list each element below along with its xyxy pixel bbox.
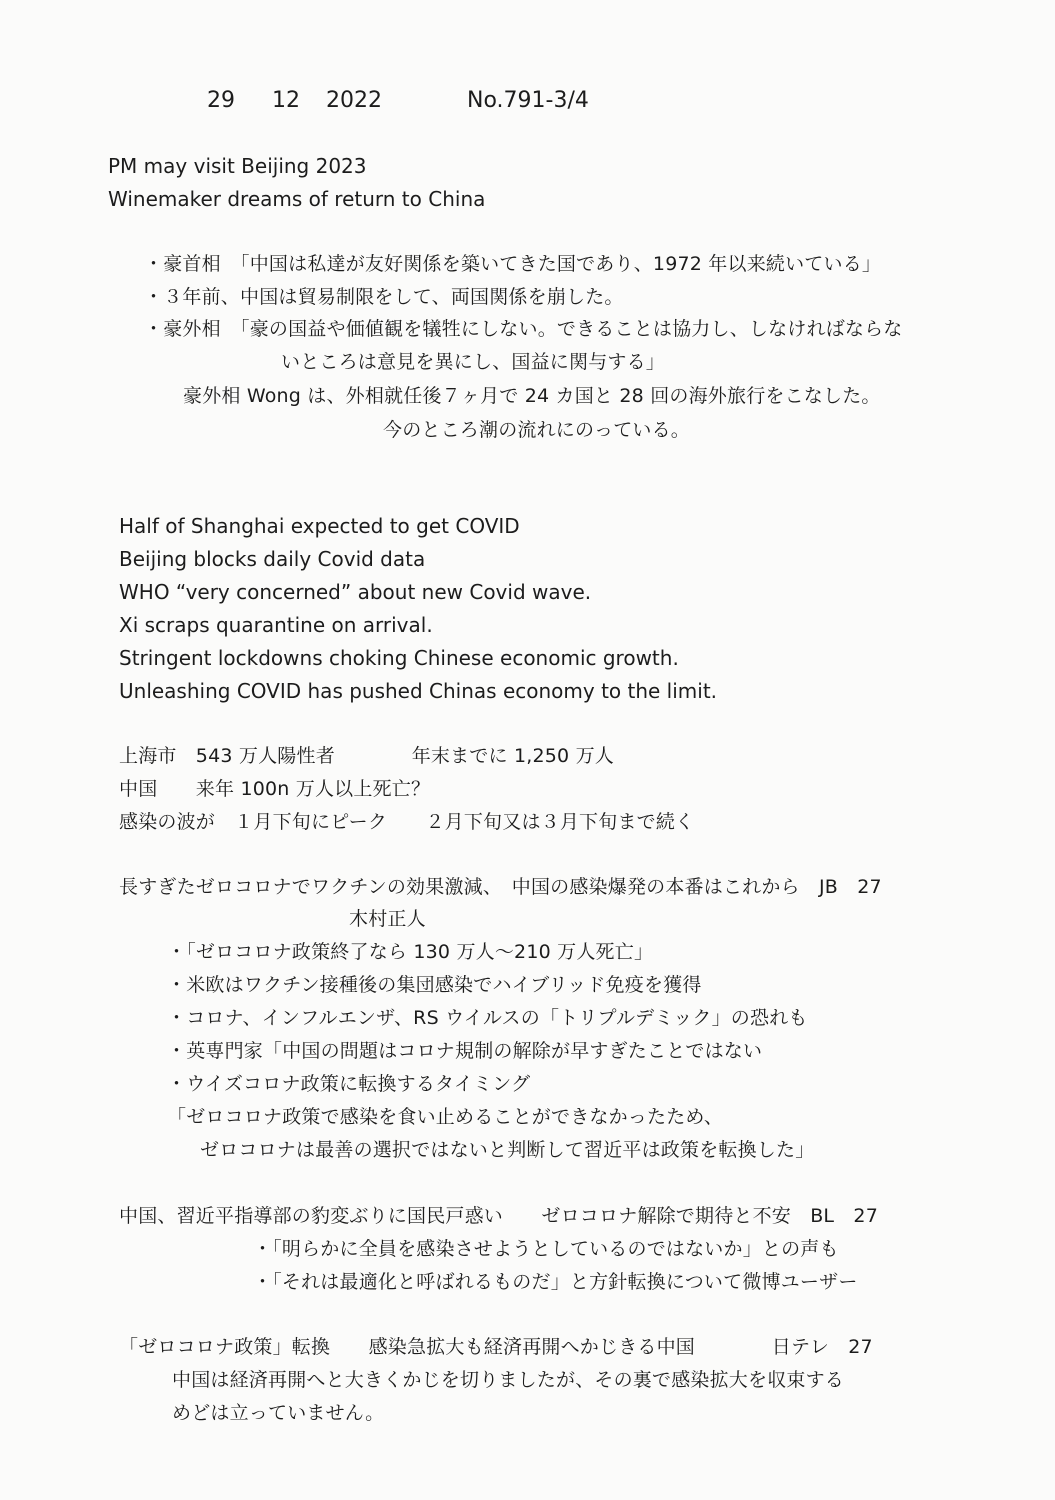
headline: Half of Shanghai expected to get COVID	[119, 514, 520, 538]
quote-line: ゼロコロナは最善の選択ではないと判断して習近平は政策を転換した」	[200, 1139, 815, 1161]
note-line: 豪外相 Wong は、外相就任後７ヶ月で 24 カ国と 28 回の海外旅行をこなした。	[183, 385, 881, 407]
article-title: 「ゼロコロナ政策」転換 感染急拡大も経済再開へかじきる中国 日テレ 27	[119, 1336, 873, 1358]
quote-line: 「ゼロコロナ政策で感染を食い止めることができなかったため、	[167, 1106, 724, 1128]
bullet-item: ・米欧はワクチン接種後の集団感染でハイブリッド免疫を獲得	[167, 974, 702, 996]
article-title: 中国、習近平指導部の豹変ぶりに国民戸惑い ゼロコロナ解除で期待と不安 BL 27	[119, 1205, 878, 1227]
date-year: 2022	[326, 88, 382, 113]
headline: Beijing blocks daily Covid data	[119, 547, 426, 571]
stat-line: 上海市 543 万人陽性者 年末までに 1,250 万人	[119, 745, 614, 767]
article-title: 長すぎたゼロコロナでワクチンの効果激減、 中国の感染爆発の本番はこれから JB 27	[119, 876, 882, 898]
note-line: 今のところ潮の流れにのっている。	[383, 419, 691, 441]
headline: Xi scraps quarantine on arrival.	[119, 613, 433, 637]
headline: Winemaker dreams of return to China	[108, 187, 486, 211]
article-author: 木村正人	[349, 908, 426, 930]
date-month: 12	[272, 88, 300, 113]
body-line: 中国は経済再開へと大きくかじを切りましたが、その裏で感染拡大を収束する	[172, 1369, 845, 1391]
bullet-item: ・英専門家「中国の問題はコロナ規制の解除が早すぎたことではない	[167, 1040, 763, 1062]
bullet-continuation: いところは意見を異にし、国益に関与する」	[281, 351, 666, 373]
date-day: 29	[207, 88, 235, 113]
bullet-item: ・ウイズコロナ政策に転換するタイミング	[167, 1073, 531, 1095]
headline: Unleashing COVID has pushed Chinas economy to the limit.	[119, 679, 718, 703]
bullet-item: ・豪外相 「豪の国益や価値観を犠牲にしない。できることは協力し、しなければならな	[144, 318, 903, 340]
bullet-item: ・豪首相 「中国は私達が友好関係を築いてきた国であり、1972 年以来続いている」	[144, 253, 882, 275]
body-line: めどは立っていません。	[172, 1402, 385, 1424]
doc-number: No.791-3/4	[467, 88, 589, 113]
bullet-item: ・コロナ、インフルエンザ、RS ウイルスの「トリプルデミック」の恐れも	[167, 1007, 808, 1029]
bullet-item: ・「それは最適化と呼ばれるものだ」と方針転換について微博ユーザー	[253, 1271, 858, 1293]
headline: WHO “very concerned” about new Covid wave.	[119, 580, 592, 604]
bullet-item: ・「ゼロコロナ政策終了なら 130 万人〜210 万人死亡」	[167, 941, 654, 963]
stat-line: 中国 来年 100n 万人以上死亡？	[119, 778, 431, 800]
headline: PM may visit Beijing 2023	[108, 154, 367, 178]
bullet-item: ・「明らかに全員を感染させようとしているのではないか」との声も	[253, 1238, 839, 1260]
bullet-item: ・３年前、中国は貿易制限をして、両国関係を崩した。	[144, 286, 624, 308]
stat-line: 感染の波が １月下旬にピーク ２月下旬又は３月下旬まで続く	[119, 811, 695, 833]
headline: Stringent lockdowns choking Chinese economic growth.	[119, 646, 679, 670]
